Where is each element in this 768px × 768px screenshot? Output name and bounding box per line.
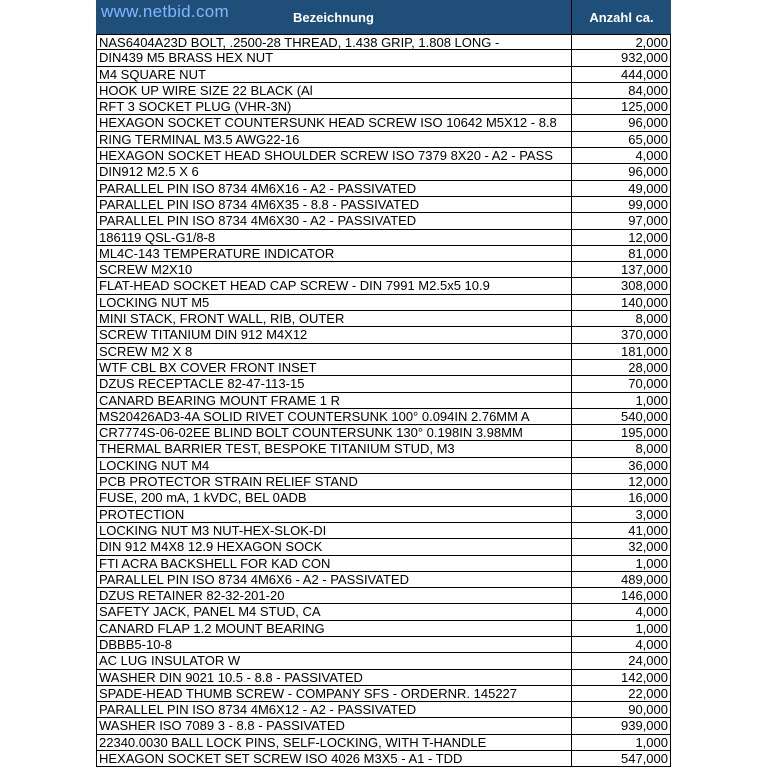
cell-name: HEXAGON SOCKET COUNTERSUNK HEAD SCREW ISO 10642 M5X12 - 8.8: [97, 115, 572, 130]
cell-quantity: 65,000: [628, 131, 668, 147]
cell-name: FTI ACRA BACKSHELL FOR KAD CON: [97, 556, 572, 571]
table-row: [97, 50, 670, 66]
cell-name: CANARD FLAP 1.2 MOUNT BEARING: [97, 621, 572, 636]
cell-name: M4 SQUARE NUT: [97, 67, 572, 82]
table-row: [97, 344, 670, 360]
table-row: [97, 621, 670, 637]
table-row: [97, 458, 670, 474]
cell-name: DZUS RETAINER 82-32-201-20: [97, 588, 572, 603]
cell-quantity: 1,000: [635, 734, 668, 750]
cell-quantity: 8,000: [635, 311, 668, 327]
cell-quantity: 36,000: [628, 457, 668, 473]
table-row: [97, 148, 670, 164]
cell-name: FUSE, 200 mA, 1 kVDC, BEL 0ADB: [97, 490, 572, 505]
cell-name: PROTECTION: [97, 507, 572, 522]
table-row: [97, 262, 670, 278]
table-row: [97, 213, 670, 229]
cell-quantity: 140,000: [621, 294, 668, 310]
watermark: www.netbid.com: [101, 2, 229, 21]
cell-quantity: 4,000: [635, 148, 668, 164]
cell-quantity: 4,000: [635, 604, 668, 620]
table-row: [97, 393, 670, 409]
cell-name: PARALLEL PIN ISO 8734 4M6X16 - A2 - PASSIVATED: [97, 181, 572, 196]
table-row: [97, 653, 670, 669]
cell-name: DIN439 M5 BRASS HEX NUT: [97, 50, 572, 65]
table-row: [97, 751, 670, 767]
cell-quantity: 146,000: [621, 588, 668, 604]
cell-quantity: 308,000: [621, 278, 668, 294]
cell-quantity: 22,000: [628, 685, 668, 701]
table-row: [97, 83, 670, 99]
cell-quantity: 547,000: [621, 751, 668, 767]
cell-name: NAS6404A23D BOLT, .2500-28 THREAD, 1.438 GRIP, 1.808 LONG -: [97, 35, 572, 49]
table-row: [97, 670, 670, 686]
cell-quantity: 181,000: [621, 343, 668, 359]
cell-name: SCREW M2X10: [97, 262, 572, 277]
cell-quantity: 81,000: [628, 245, 668, 261]
cell-name: DIN912 M2.5 X 6: [97, 164, 572, 179]
cell-quantity: 28,000: [628, 359, 668, 375]
table-row: [97, 197, 670, 213]
table-row: [97, 572, 670, 588]
cell-quantity: 70,000: [628, 376, 668, 392]
cell-quantity: 2,000: [635, 35, 668, 50]
cell-name: MINI STACK, FRONT WALL, RIB, OUTER: [97, 311, 572, 326]
table-row: [97, 132, 670, 148]
column-header-name: Bezeichnung: [96, 0, 572, 34]
cell-name: FLAT-HEAD SOCKET HEAD CAP SCREW - DIN 7991 M2.5x5 10.9: [97, 278, 572, 293]
cell-name: HEXAGON SOCKET HEAD SHOULDER SCREW ISO 7379 8X20 - A2 - PASS: [97, 148, 572, 163]
table-row: [97, 425, 670, 441]
cell-quantity: 3,000: [635, 506, 668, 522]
table-row: [97, 34, 670, 50]
cell-name: MS20426AD3-4A SOLID RIVET COUNTERSUNK 100° 0.094IN 2.76MM A: [97, 409, 572, 424]
table-row: [97, 181, 670, 197]
cell-quantity: 195,000: [621, 425, 668, 441]
cell-quantity: 99,000: [628, 196, 668, 212]
cell-name: SCREW TITANIUM DIN 912 M4X12: [97, 327, 572, 342]
cell-quantity: 24,000: [628, 653, 668, 669]
cell-name: RFT 3 SOCKET PLUG (VHR-3N): [97, 99, 572, 114]
cell-quantity: 1,000: [635, 392, 668, 408]
cell-quantity: 370,000: [621, 327, 668, 343]
table-row: [97, 718, 670, 734]
cell-quantity: 12,000: [628, 229, 668, 245]
cell-name: PARALLEL PIN ISO 8734 4M6X6 - A2 - PASSIVATED: [97, 572, 572, 587]
table-row: [97, 588, 670, 604]
cell-name: WASHER ISO 7089 3 - 8.8 - PASSIVATED: [97, 718, 572, 733]
cell-name: CANARD BEARING MOUNT FRAME 1 R: [97, 393, 572, 408]
table-row: [97, 164, 670, 180]
cell-quantity: 444,000: [621, 66, 668, 82]
table-row: [97, 67, 670, 83]
cell-quantity: 96,000: [628, 164, 668, 180]
cell-quantity: 142,000: [621, 669, 668, 685]
column-header-quantity: Anzahl ca.: [589, 9, 654, 25]
cell-name: 22340.0030 BALL LOCK PINS, SELF-LOCKING, WITH T-HANDLE: [97, 735, 572, 750]
cell-quantity: 41,000: [628, 522, 668, 538]
table-row: [97, 686, 670, 702]
cell-quantity: 84,000: [628, 82, 668, 98]
cell-quantity: 32,000: [628, 539, 668, 555]
cell-name: PARALLEL PIN ISO 8734 4M6X30 - A2 - PASSIVATED: [97, 213, 572, 228]
table-row: [97, 376, 670, 392]
cell-name: WASHER DIN 9021 10.5 - 8.8 - PASSIVATED: [97, 670, 572, 685]
cell-name: HEXAGON SOCKET SET SCREW ISO 4026 M3X5 - A1 - TDD: [97, 751, 572, 766]
cell-name: LOCKING NUT M5: [97, 295, 572, 310]
cell-name: HOOK UP WIRE SIZE 22 BLACK (Al: [97, 83, 572, 98]
cell-quantity: 125,000: [621, 99, 668, 115]
cell-name: SCREW M2 X 8: [97, 344, 572, 359]
table-row: [97, 311, 670, 327]
cell-name: WTF CBL BX COVER FRONT INSET: [97, 360, 572, 375]
cell-name: LOCKING NUT M3 NUT-HEX-SLOK-DI: [97, 523, 572, 538]
cell-quantity: 12,000: [628, 474, 668, 490]
cell-name: SPADE-HEAD THUMB SCREW - COMPANY SFS - ORDERNR. 145227: [97, 686, 572, 701]
cell-quantity: 49,000: [628, 180, 668, 196]
cell-name: PARALLEL PIN ISO 8734 4M6X12 - A2 - PASSIVATED: [97, 702, 572, 717]
table-body: [96, 34, 671, 767]
cell-name: 186119 QSL-G1/8-8: [97, 230, 572, 245]
table-row: [97, 409, 670, 425]
cell-quantity: 16,000: [628, 490, 668, 506]
table-row: [97, 637, 670, 653]
cell-quantity: 8,000: [635, 441, 668, 457]
cell-quantity: 90,000: [628, 702, 668, 718]
cell-name: LOCKING NUT M4: [97, 458, 572, 473]
cell-name: PARALLEL PIN ISO 8734 4M6X35 - 8.8 - PASSIVATED: [97, 197, 572, 212]
cell-quantity: 540,000: [621, 408, 668, 424]
cell-quantity: 1,000: [635, 555, 668, 571]
cell-name: DZUS RECEPTACLE 82-47-113-15: [97, 376, 572, 391]
cell-name: PCB PROTECTOR STRAIN RELIEF STAND: [97, 474, 572, 489]
table-row: [97, 556, 670, 572]
cell-quantity: 137,000: [621, 262, 668, 278]
cell-name: ML4C-143 TEMPERATURE INDICATOR: [97, 246, 572, 261]
cell-quantity: 4,000: [635, 636, 668, 652]
table-row: [97, 604, 670, 620]
cell-name: DIN 912 M4X8 12.9 HEXAGON SOCK: [97, 539, 572, 554]
table-row: [97, 523, 670, 539]
table-row: [97, 246, 670, 262]
cell-name: RING TERMINAL M3.5 AWG22-16: [97, 132, 572, 147]
cell-name: AC LUG INSULATOR W: [97, 653, 572, 668]
table-row: [97, 360, 670, 376]
cell-quantity: 932,000: [621, 50, 668, 66]
table-row: [97, 230, 670, 246]
cell-name: DBBB5-10-8: [97, 637, 572, 652]
cell-quantity: 97,000: [628, 213, 668, 229]
cell-name: CR7774S-06-02EE BLIND BOLT COUNTERSUNK 130° 0.198IN 3.98MM: [97, 425, 572, 440]
table-row: [97, 327, 670, 343]
parts-table: [96, 0, 671, 768]
table-row: [97, 702, 670, 718]
cell-name: SAFETY JACK, PANEL M4 STUD, CA: [97, 604, 572, 619]
table-row: [97, 474, 670, 490]
cell-quantity: 939,000: [621, 718, 668, 734]
cell-quantity: 96,000: [628, 115, 668, 131]
table-row: [97, 115, 670, 131]
table-row: [97, 735, 670, 751]
table-row: [97, 507, 670, 523]
table-row: [97, 99, 670, 115]
table-row: [97, 539, 670, 555]
table-row: [97, 295, 670, 311]
table-row: [97, 490, 670, 506]
table-row: [97, 441, 670, 457]
table-row: [97, 278, 670, 294]
cell-quantity: 489,000: [621, 571, 668, 587]
cell-name: THERMAL BARRIER TEST, BESPOKE TITANIUM STUD, M3: [97, 441, 572, 456]
cell-quantity: 1,000: [635, 620, 668, 636]
